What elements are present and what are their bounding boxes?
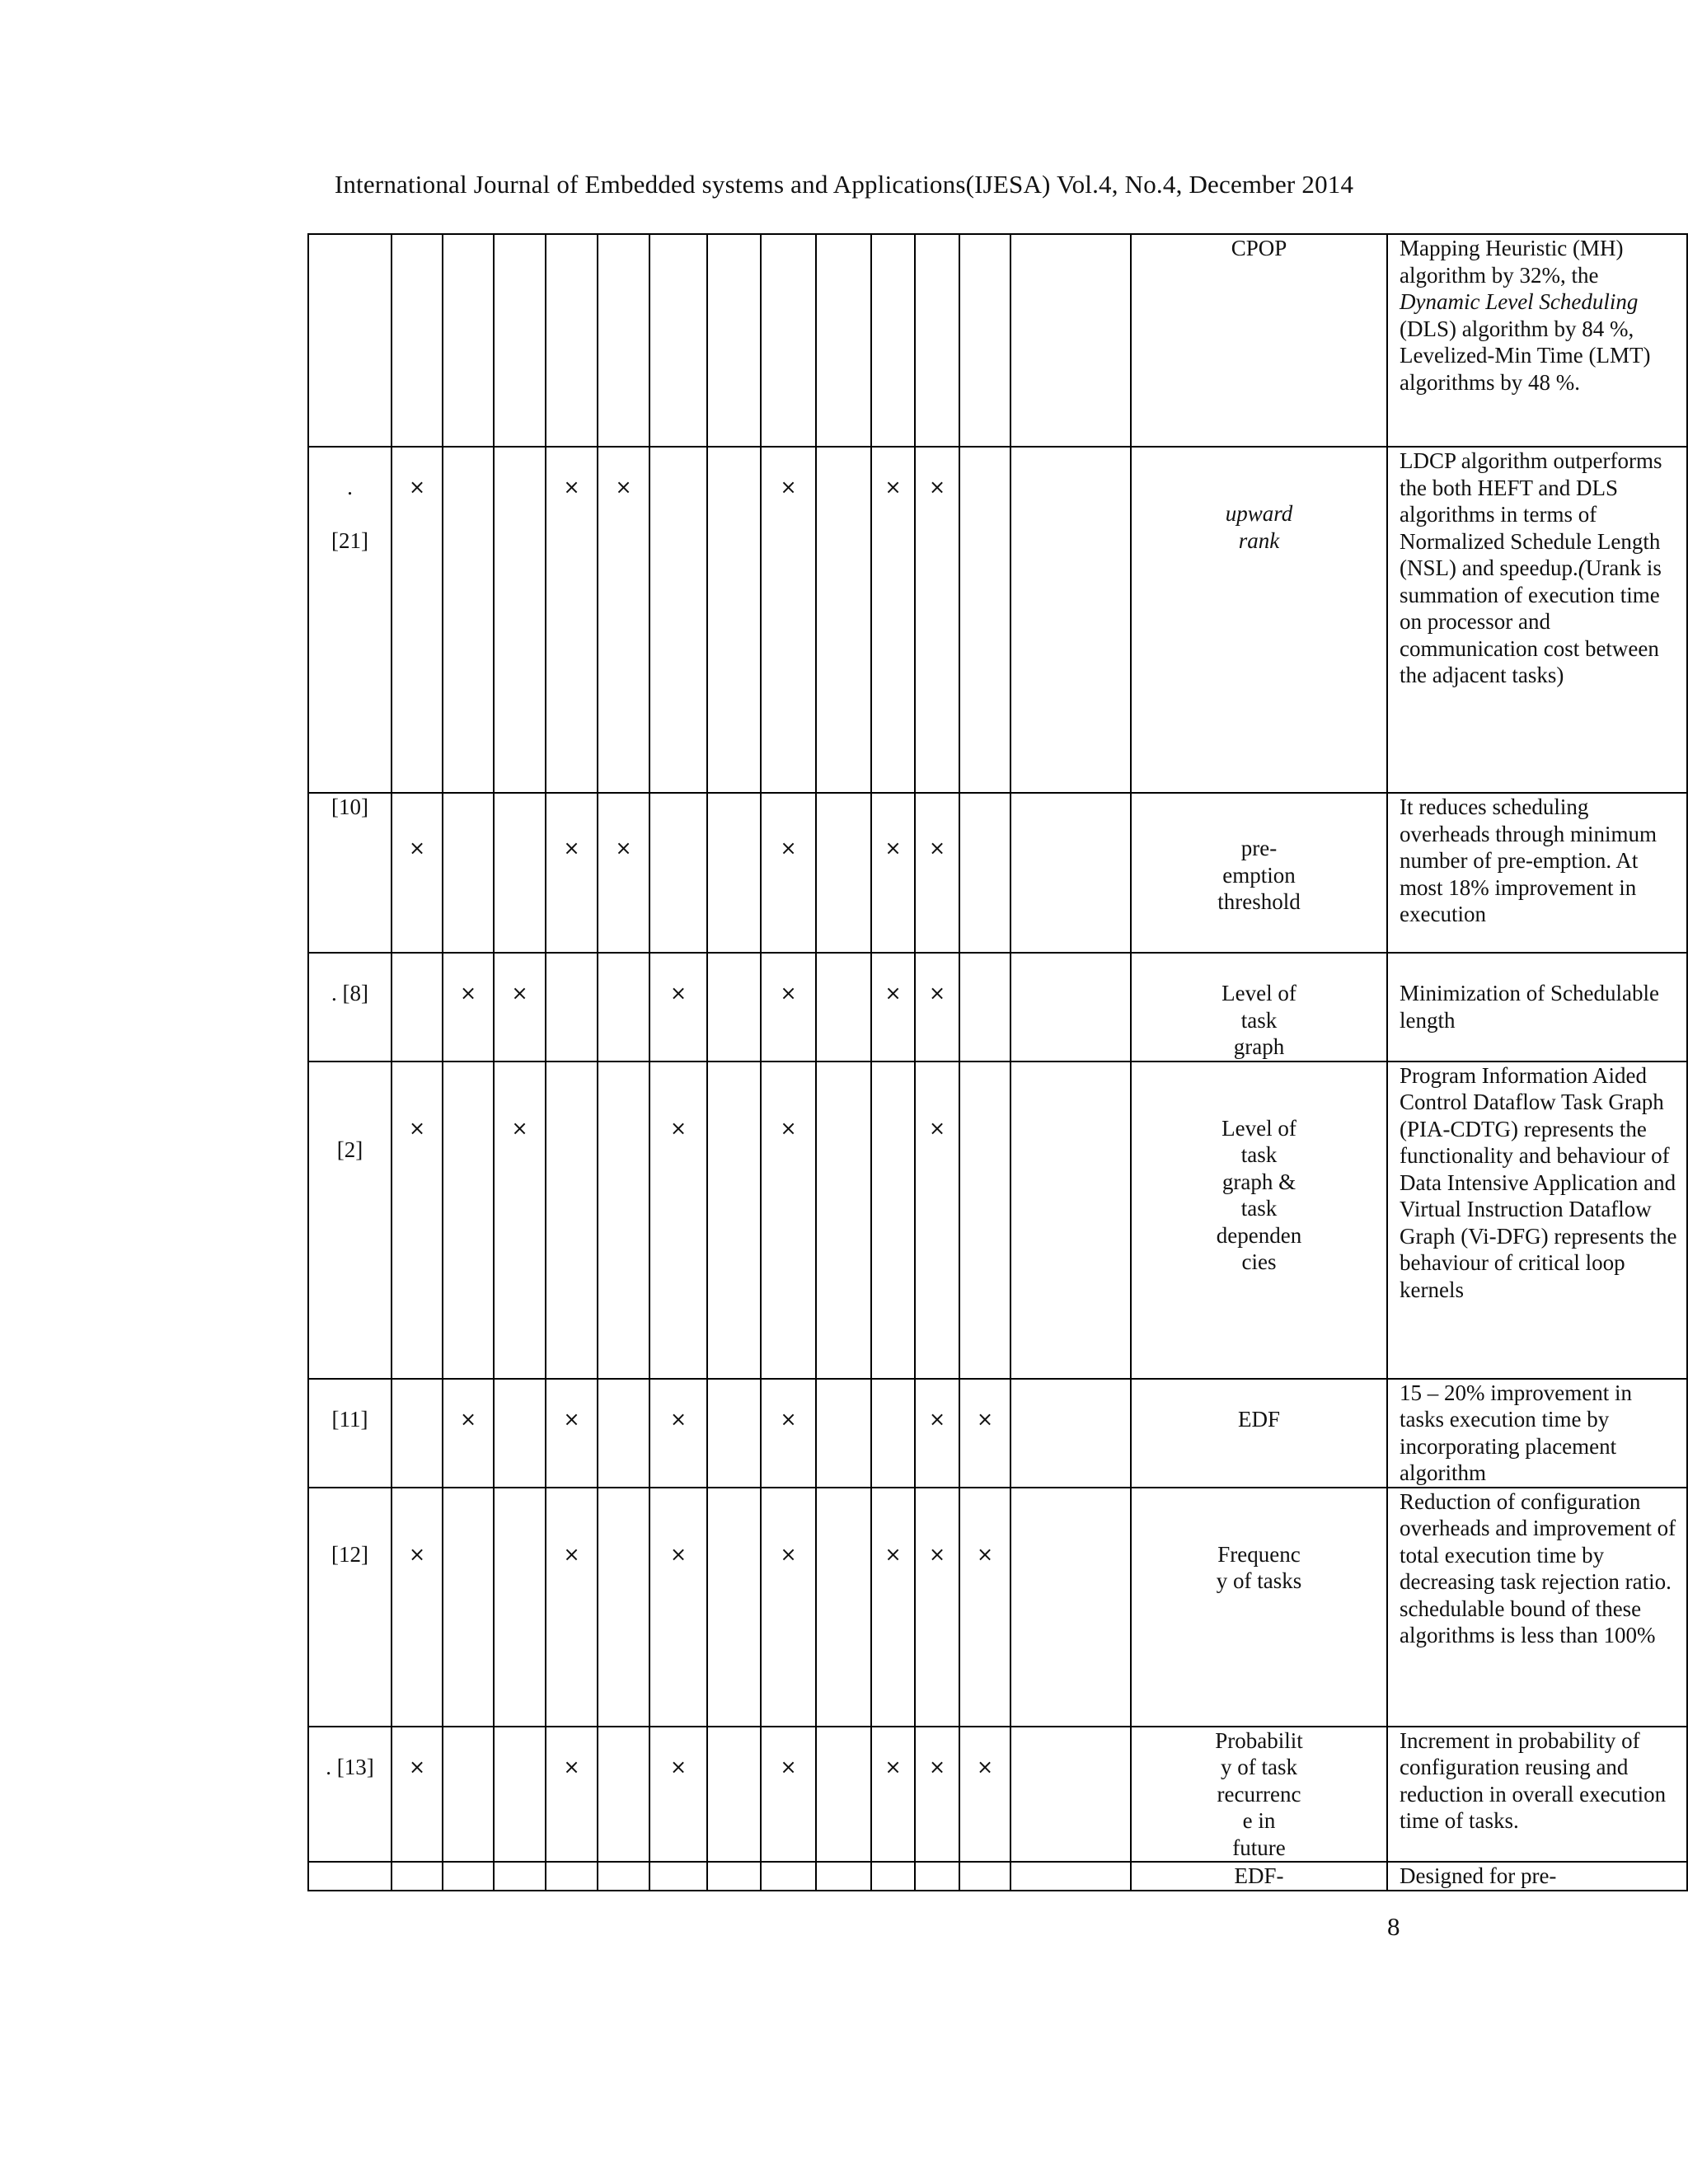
criteria-cell: Probabilit y of task recurrenc e in future [1131,1727,1387,1863]
mark-cell [494,953,546,1062]
result-text: Mapping Heuristic (MH) algorithm by 32%, the [1400,236,1624,288]
mark-cell [1010,447,1131,793]
table-row [308,1379,1687,1488]
mark-cell [959,953,1010,1062]
cross-mark-icon: × [563,1542,580,1566]
cross-mark-icon: × [780,982,797,1005]
mark-cell [649,234,707,447]
mark-cell [443,1062,494,1379]
result-text: LDCP algorithm outperforms the both HEFT and DLS algorithms in terms of Normalized Schedule Length (NSL) and speedup. [1400,448,1662,580]
mark-cell [915,1488,959,1727]
mark-cell [816,1862,871,1891]
mark-cell [871,953,915,1062]
mark-cell [546,1862,598,1891]
cross-mark-icon: × [780,476,797,499]
mark-cell [816,793,871,953]
mark-cell [707,953,761,1062]
mark-cell [546,1727,598,1863]
mark-cell [443,1379,494,1488]
mark-cell [761,793,816,953]
mark-cell [761,1379,816,1488]
cross-mark-icon: × [563,1407,580,1431]
mark-cell [546,953,598,1062]
cross-mark-icon: × [669,1407,687,1431]
result-text: ( [1578,555,1586,580]
mark-cell [392,1379,443,1488]
mark-cell [707,1862,761,1891]
mark-cell [649,1862,707,1891]
criteria-cell: Level of task graph [1131,953,1387,1062]
mark-cell [707,1727,761,1863]
cross-mark-icon: × [615,476,632,499]
mark-cell [598,1062,649,1379]
result-text: Reduction of configuration overheads and improvement of total execution time by decreasing task rejection ratio. [1400,1488,1676,1594]
mark-cell [598,234,649,447]
mark-cell [649,1379,707,1488]
cross-mark-icon: × [408,1755,426,1779]
table-row [308,793,1687,953]
mark-cell [707,234,761,447]
mark-cell [1010,1062,1131,1379]
mark-cell [649,447,707,793]
criteria-cell: Frequenc y of tasks [1131,1488,1387,1727]
result-text: Minimization of Schedulable length [1400,981,1659,1033]
mark-cell [494,234,546,447]
result-text: It reduces scheduling overheads through minimum number of pre-emption. At most 18% improvement in execution [1400,794,1657,926]
ref-cell: . [21] [308,447,392,793]
comparison-table [307,233,1688,1891]
table-row [308,447,1687,793]
ref-cell: [11] [308,1379,392,1488]
cross-mark-icon: × [976,1407,994,1431]
mark-cell [1010,234,1131,447]
cross-mark-icon: × [511,982,528,1005]
mark-cell [392,234,443,447]
cross-mark-icon: × [408,1116,426,1140]
cross-mark-icon: × [459,982,477,1005]
mark-cell [959,1062,1010,1379]
mark-cell [816,1488,871,1727]
criteria-cell: EDF [1131,1379,1387,1488]
result-cell [1387,1488,1687,1727]
table-row [308,1862,1687,1891]
cross-mark-icon: × [884,1542,902,1566]
cross-mark-icon: × [884,1755,902,1779]
mark-cell [1010,1488,1131,1727]
mark-cell [816,1062,871,1379]
mark-cell [871,1488,915,1727]
result-cell [1387,234,1687,447]
cross-mark-icon: × [884,982,902,1005]
mark-cell [871,234,915,447]
ref-cell [308,1862,392,1891]
cross-mark-icon: × [669,1755,687,1779]
cross-mark-icon: × [928,1116,946,1140]
mark-cell [1010,1379,1131,1488]
mark-cell [494,1379,546,1488]
cross-mark-icon: × [928,476,946,499]
result-text: Urank is summation of execution time on processor and communication cost between the adjacent tasks) [1400,555,1662,687]
cross-mark-icon: × [669,982,687,1005]
result-text: schedulable bound of these algorithms is less than 100% [1400,1596,1656,1647]
mark-cell [1010,793,1131,953]
result-cell [1387,953,1687,1062]
mark-cell [915,953,959,1062]
cross-mark-icon: × [780,1542,797,1566]
mark-cell [871,793,915,953]
mark-cell [598,953,649,1062]
mark-cell [915,234,959,447]
cross-mark-icon: × [408,1542,426,1566]
cross-mark-icon: × [563,837,580,860]
mark-cell [915,1727,959,1863]
mark-cell [761,1727,816,1863]
mark-cell [392,1488,443,1727]
mark-cell [1010,1862,1131,1891]
table-row [308,1727,1687,1863]
mark-cell [761,1488,816,1727]
result-text: Increment in probability of configuration reusing and reduction in overall execution time of tasks. [1400,1727,1667,1833]
mark-cell [392,953,443,1062]
cross-mark-icon: × [511,1116,528,1140]
mark-cell [816,234,871,447]
mark-cell [546,793,598,953]
mark-cell [761,447,816,793]
mark-cell [915,793,959,953]
mark-cell [546,1379,598,1488]
mark-cell [761,953,816,1062]
mark-cell [915,1062,959,1379]
cross-mark-icon: × [928,1407,946,1431]
mark-cell [761,1862,816,1891]
mark-cell [443,1727,494,1863]
mark-cell [546,447,598,793]
result-cell [1387,447,1687,793]
cross-mark-icon: × [976,1755,994,1779]
mark-cell [915,447,959,793]
mark-cell [546,1488,598,1727]
cross-mark-icon: × [563,1755,580,1779]
mark-cell [443,953,494,1062]
mark-cell [392,793,443,953]
mark-cell [494,1488,546,1727]
mark-cell [598,1727,649,1863]
journal-header: International Journal of Embedded systems and Applications(IJESA) Vol.4, No.4, December 2014 [334,170,1354,199]
cross-mark-icon: × [884,476,902,499]
cross-mark-icon: × [780,837,797,860]
mark-cell [649,1488,707,1727]
mark-cell [598,1488,649,1727]
ref-cell [308,234,392,447]
mark-cell [649,953,707,1062]
mark-cell [1010,1727,1131,1863]
mark-cell [761,234,816,447]
page-number: 8 [1387,1912,1400,1941]
table-row [308,234,1687,447]
mark-cell [816,1727,871,1863]
result-cell [1387,793,1687,953]
ref-cell: . [8] [308,953,392,1062]
mark-cell [649,793,707,953]
mark-cell [443,447,494,793]
result-text: (DLS) algorithm by 84 %, Levelized-Min Time (LMT) algorithms by 48 %. [1400,316,1651,395]
mark-cell [959,234,1010,447]
mark-cell [871,1727,915,1863]
mark-cell [959,793,1010,953]
mark-cell [707,793,761,953]
mark-cell [494,1862,546,1891]
mark-cell [707,1379,761,1488]
mark-cell [816,447,871,793]
result-cell [1387,1062,1687,1379]
mark-cell [707,1488,761,1727]
cross-mark-icon: × [408,476,426,499]
result-text: Designed for pre- [1400,1863,1557,1888]
mark-cell [494,1727,546,1863]
mark-cell [1010,953,1131,1062]
mark-cell [959,1379,1010,1488]
ref-cell: [2] [308,1062,392,1379]
mark-cell [816,1379,871,1488]
mark-cell [649,1727,707,1863]
result-cell [1387,1727,1687,1863]
cross-mark-icon: × [884,837,902,860]
mark-cell [598,1379,649,1488]
mark-cell [443,234,494,447]
cross-mark-icon: × [408,837,426,860]
cross-mark-icon: × [780,1755,797,1779]
mark-cell [494,447,546,793]
mark-cell [494,1062,546,1379]
ref-cell: [10] [308,793,392,953]
mark-cell [871,447,915,793]
mark-cell [392,447,443,793]
cross-mark-icon: × [780,1116,797,1140]
mark-cell [392,1862,443,1891]
cross-mark-icon: × [563,476,580,499]
mark-cell [443,1862,494,1891]
cross-mark-icon: × [928,1542,946,1566]
mark-cell [443,1488,494,1727]
criteria-cell: CPOP [1131,234,1387,447]
mark-cell [871,1062,915,1379]
criteria-cell: pre- emption threshold [1131,793,1387,953]
mark-cell [392,1727,443,1863]
cross-mark-icon: × [615,837,632,860]
mark-cell [707,447,761,793]
criteria-cell: Level of task graph & task dependen cies [1131,1062,1387,1379]
cross-mark-icon: × [780,1407,797,1431]
mark-cell [649,1062,707,1379]
criteria-cell: EDF- [1131,1862,1387,1891]
mark-cell [959,1862,1010,1891]
mark-cell [915,1862,959,1891]
table-row [308,1488,1687,1727]
mark-cell [707,1062,761,1379]
mark-cell [546,234,598,447]
ref-cell: . [13] [308,1727,392,1863]
result-cell [1387,1862,1687,1891]
mark-cell [598,793,649,953]
table-row [308,953,1687,1062]
mark-cell [494,793,546,953]
mark-cell [915,1379,959,1488]
mark-cell [959,1488,1010,1727]
result-text: Program Information Aided Control Dataflow Task Graph (PIA-CDTG) represents the functionality and behaviour of Data Intensive Application and Virtual Instruction Dataflow Graph (Vi-DFG) represents the behaviour of critical loop kernels [1400,1062,1677,1302]
ref-cell: [12] [308,1488,392,1727]
mark-cell [761,1062,816,1379]
mark-cell [871,1379,915,1488]
mark-cell [546,1062,598,1379]
criteria-cell: upward rank [1131,447,1387,793]
mark-cell [392,1062,443,1379]
mark-cell [959,1727,1010,1863]
table-row [308,1062,1687,1379]
mark-cell [598,447,649,793]
result-text: Dynamic Level Scheduling [1400,289,1639,314]
cross-mark-icon: × [669,1116,687,1140]
cross-mark-icon: × [928,837,946,860]
result-text: 15 – 20% improvement in tasks execution time by incorporating placement algorithm [1400,1380,1632,1485]
mark-cell [598,1862,649,1891]
cross-mark-icon: × [459,1407,477,1431]
cross-mark-icon: × [669,1542,687,1566]
cross-mark-icon: × [928,982,946,1005]
mark-cell [443,793,494,953]
result-cell [1387,1379,1687,1488]
mark-cell [959,447,1010,793]
cross-mark-icon: × [928,1755,946,1779]
cross-mark-icon: × [976,1542,994,1566]
mark-cell [871,1862,915,1891]
mark-cell [816,953,871,1062]
